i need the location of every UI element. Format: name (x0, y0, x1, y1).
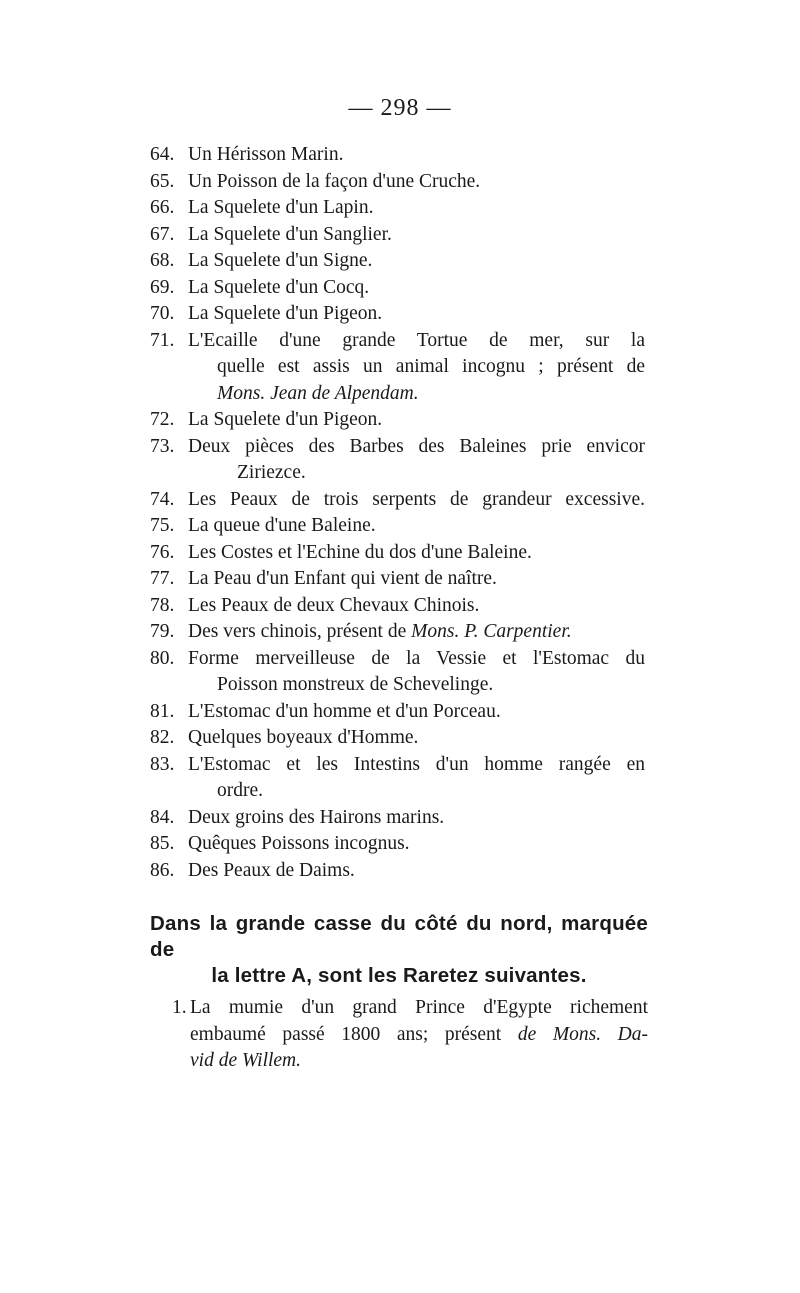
list-item (150, 222, 645, 249)
item-text: Un Poisson de la façon d'une Cruche. (188, 170, 481, 192)
list-item (150, 752, 645, 805)
item-number: 66. (150, 197, 175, 218)
list-item (150, 142, 645, 169)
item-number: 64. (150, 144, 175, 165)
item-text: La Squelete d'un Signe. (188, 250, 373, 271)
item-text-line: L'Estomac et les Intestins d'un homme rangée en (188, 753, 645, 775)
item-text: La Squelete d'un Pigeon. (188, 409, 383, 430)
list-item (150, 434, 645, 487)
item-number: 86. (150, 859, 175, 881)
item-text: La Squelete d'un Cocq. (188, 276, 370, 298)
item-text-continuation: Poisson monstreux de Schevelinge. (217, 674, 494, 695)
item-number: 81. (150, 700, 175, 722)
list-item (150, 995, 648, 1075)
item-number: 73. (150, 435, 175, 457)
item-text: La queue d'une Baleine. (188, 515, 376, 536)
list-item (150, 301, 645, 328)
item-text: Les Peaux de deux Chevaux Chinois. (188, 594, 480, 616)
list-item (150, 593, 645, 620)
item-number: 1. (172, 997, 187, 1018)
item-number: 68. (150, 250, 175, 271)
section-list (150, 995, 648, 1075)
item-text: Des Peaux de Daims. (188, 859, 355, 881)
item-text: La Squelete d'un Lapin. (188, 197, 374, 218)
item-number: 65. (150, 170, 175, 192)
item-number: 80. (150, 647, 175, 669)
page-number: — 298 — (348, 95, 452, 121)
item-text-continuation (188, 381, 645, 408)
list-item (150, 831, 645, 858)
item-text: Quelques boyeaux d'Homme. (188, 727, 419, 748)
item-number: 71. (150, 329, 175, 351)
item-text-continuation: quelle est assis un animal incognu ; présent de (217, 356, 645, 377)
inventory-list (150, 142, 645, 884)
list-item (150, 487, 645, 514)
donor-name: de Mons. Da- (517, 1023, 649, 1045)
list-item (150, 169, 645, 196)
item-text-continuation: ordre. (217, 780, 264, 801)
item-text: La Squelete d'un Sanglier. (188, 223, 392, 245)
item-text: Deux groins des Hairons marins. (188, 806, 445, 828)
list-item (150, 328, 645, 408)
item-number: 67. (150, 223, 175, 245)
item-text: L'Estomac d'un homme et d'un Porceau. (188, 700, 501, 722)
item-number: 83. (150, 753, 175, 775)
item-number: 75. (150, 515, 175, 536)
donor-name: vid de Willem. (190, 1050, 302, 1071)
item-number: 72. (150, 409, 175, 430)
section-heading-line: la lettre A, sont les Raretez suivantes. (211, 964, 587, 987)
item-number: 79. (150, 621, 175, 642)
list-item (150, 699, 645, 726)
item-text: Les Costes et l'Echine du dos d'une Baleine. (188, 541, 532, 563)
item-text-continuation: Ziriezce. (237, 462, 306, 483)
item-text-line: Deux pièces des Barbes des Baleines prie envicor (188, 435, 645, 457)
item-number: 77. (150, 568, 175, 589)
item-number: 85. (150, 833, 175, 854)
donor-name: Mons. Jean de Alpendam. (217, 382, 419, 404)
item-text-line (190, 1048, 648, 1075)
item-text: Des vers chinois, présent de (188, 621, 407, 642)
item-text-line: L'Ecaille d'une grande Tortue de mer, sur la (188, 329, 645, 351)
item-text: La Peau d'un Enfant qui vient de naître. (188, 568, 497, 589)
list-item (150, 805, 645, 832)
list-item (150, 619, 645, 646)
item-number: 78. (150, 594, 175, 616)
list-item (150, 248, 645, 275)
item-number: 76. (150, 541, 175, 563)
list-item (150, 407, 645, 434)
list-item (150, 858, 645, 885)
list-item (150, 275, 645, 302)
item-number: 74. (150, 488, 175, 510)
list-item (150, 725, 645, 752)
item-text-line: Forme merveilleuse de la Vessie et l'Estomac du (188, 647, 645, 669)
donor-name: Mons. P. Carpentier. (411, 621, 572, 642)
item-text: Les Peaux de trois serpents de grandeur excessive. (188, 488, 645, 510)
list-item (150, 646, 645, 699)
item-number: 70. (150, 303, 175, 324)
item-number: 69. (150, 276, 175, 298)
item-number: 84. (150, 806, 175, 828)
item-text: Quêques Poissons incognus. (188, 833, 410, 854)
section-heading (150, 911, 648, 989)
item-text: Un Hérisson Marin. (188, 144, 344, 165)
list-item (150, 566, 645, 593)
list-item (150, 513, 645, 540)
list-item (150, 195, 645, 222)
item-number: 82. (150, 727, 175, 748)
item-text: embaumé passé 1800 ans; présent (190, 1023, 502, 1045)
list-item (150, 540, 645, 567)
item-text: La Squelete d'un Pigeon. (188, 303, 383, 324)
section-heading-line: Dans la grande casse du côté du nord, marquée de (150, 912, 648, 961)
item-text-line (190, 1022, 648, 1049)
item-text-line: La mumie d'un grand Prince d'Egypte richement (190, 997, 648, 1018)
